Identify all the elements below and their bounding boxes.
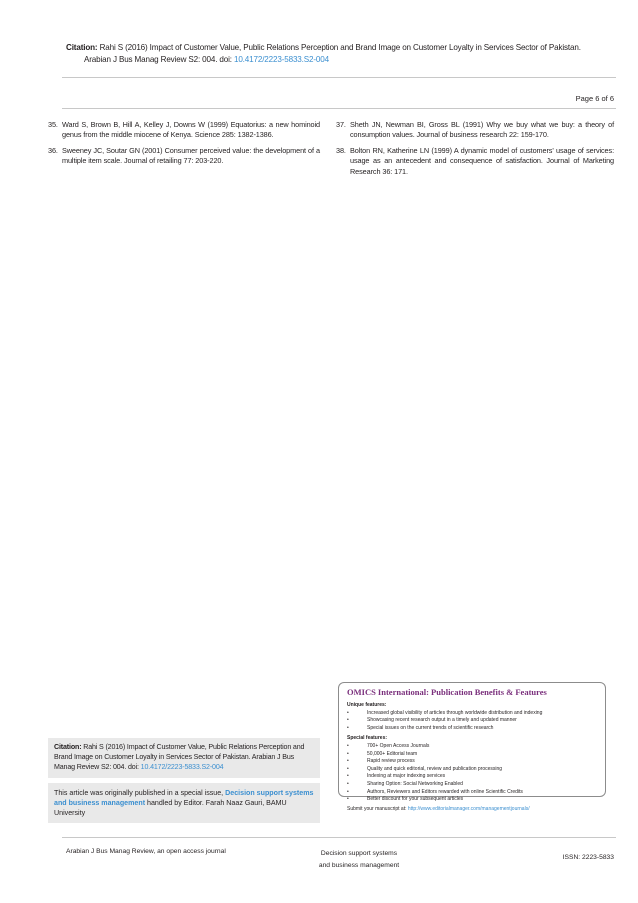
citation-box-text: Rahi S (2016) Impact of Customer Value, Public Relations Perception and Brand Image on Customer Loyalty in Services Sector of Pakistan. Arabian J Bus Manag Review S2: 004. doi: [54, 743, 305, 771]
reference-text: Bolton RN, Katherine LN (1999) A dynamic model of customers' usage of services: usage as an antecedent and consequence of satisfaction. Journal of Marketing Research 36: 171. [350, 145, 614, 176]
reference-text: Sweeney JC, Soutar GN (2001) Consumer perceived value: the development of a multiple item scale. Journal of retailing 77: 203-220. [62, 145, 320, 166]
special-features-list [345, 743, 599, 804]
references-right-column [336, 120, 614, 182]
header-divider [62, 77, 616, 78]
reference-item [336, 120, 614, 141]
header-citation [66, 42, 614, 65]
reference-item [336, 146, 614, 177]
special-features-heading: Special features: [347, 735, 388, 742]
bullet-icon: • [347, 709, 349, 716]
footer-divider [62, 837, 616, 838]
submit-link[interactable]: http://www.editorialmanager.com/managementjournals/ [407, 805, 530, 812]
benefits-title: OMICS International: Publication Benefits & Features [347, 687, 547, 697]
bullet-icon: • [347, 742, 349, 749]
list-item: • 700+ Open Access Journals [347, 742, 430, 749]
bullet-icon: • [347, 724, 349, 731]
unique-features-list [345, 710, 599, 733]
list-item: • Rapid review process [347, 758, 415, 765]
list-item: • Better discount for your subsequent articles [347, 796, 464, 803]
citation-box-doi-link[interactable]: 10.4172/2223-5833.S2-004 [140, 763, 224, 771]
special-issue-note [48, 783, 320, 823]
page-number: Page 6 of 6 [575, 94, 614, 103]
reference-number: 35. [48, 120, 58, 129]
footer-journal: Arabian J Bus Manag Review, an open access journal [66, 848, 226, 855]
citation-box-label: Citation: [54, 743, 82, 751]
special-issue-link[interactable]: Decision support systems and business management [54, 789, 314, 807]
special-issue-text: This article was originally published in a special issue, [54, 789, 224, 797]
bullet-icon: • [347, 788, 349, 795]
list-item: • Quality and quick editorial, review and publication processing [347, 765, 503, 772]
reference-number: 38. [336, 145, 346, 155]
citation-text: Rahi S (2016) Impact of Customer Value, Public Relations Perception and Brand Image on Customer Loyalty in Services Sector of Pakistan. [99, 43, 581, 52]
unique-features-heading: Unique features: [347, 702, 387, 708]
list-item: • 50,000+ Editorial team [347, 750, 418, 757]
footer-issn: ISSN: 2223-5833 [562, 854, 614, 861]
reference-item [48, 120, 320, 141]
bullet-icon: • [347, 750, 349, 757]
content-divider [62, 108, 616, 109]
publication-benefits-box [338, 682, 606, 812]
reference-text: Ward S, Brown B, Hill A, Kelley J, Downs W (1999) Equatorius: a new hominoid genus from the middle miocene of Kenya. Science 285: 1382-1386. [62, 120, 320, 140]
citation-text-continued: Arabian J Bus Manag Review S2: 004. doi: [84, 54, 232, 64]
submit-label: Submit your manuscript at: [347, 805, 407, 812]
bullet-icon: • [347, 773, 349, 780]
list-item: • Sharing Option: Social Networking Enabled [347, 780, 463, 787]
bullet-icon: • [347, 796, 349, 803]
references-left-column [48, 120, 320, 172]
list-item: • Increased global visibility of articles through worldwide distribution and indexing [347, 709, 543, 716]
doi-link[interactable]: 10.4172/2223-5833.S2-004 [233, 54, 329, 64]
list-item: • Special issues on the current trends of scientific research [347, 724, 494, 731]
citation-label: Citation: [66, 43, 98, 52]
reference-number: 37. [336, 120, 346, 129]
bullet-icon: • [347, 717, 349, 724]
list-item: • Indexing at major indexing services [347, 773, 446, 780]
bullet-icon: • [347, 780, 349, 787]
footer-issue: Decision support systems and business management [318, 850, 400, 869]
bullet-icon: • [347, 765, 349, 772]
bullet-icon: • [347, 758, 349, 765]
reference-text: Sheth JN, Newman BI, Gross BL (1991) Why we buy what we buy: a theory of consumption values. Journal of business research 22: 159-170. [350, 120, 614, 140]
list-item: • Showcasing recent research output in a timely and updated manner [347, 717, 517, 724]
list-item: • Authors, Reviewers and Editors rewarded with online Scientific Credits [347, 788, 523, 795]
reference-item [48, 146, 320, 167]
submit-line [347, 806, 599, 814]
citation-box [48, 738, 320, 778]
special-issue-editor: handled by Editor. Farah Naaz Gauri, BAMU University [54, 799, 287, 817]
reference-number: 36. [48, 145, 58, 155]
